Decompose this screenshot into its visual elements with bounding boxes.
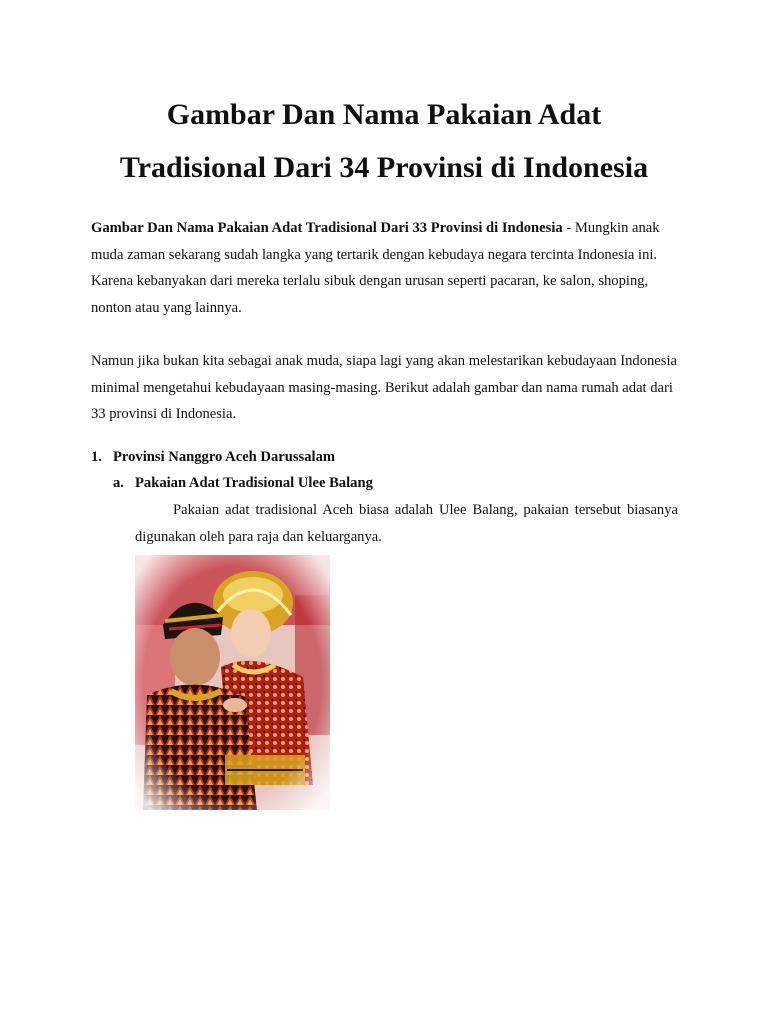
title-line-1: Gambar Dan Nama Pakaian Adat	[166, 98, 602, 131]
intro-lead: Gambar Dan Nama Pakaian Adat Tradisional Dari 33 Provinsi di Indonesia	[91, 220, 563, 236]
intro-rest: - Mungkin anak muda zaman sekarang sudah langka yang tertarik dengan kebudaya negara tercinta Indonesia ini. Karena kebanyakan dari mereka terlalu sibuk dengan urusan seperti pacaran, ke salon, shoping, nonton atau yang lainnya.	[91, 220, 660, 317]
subsection-title: Pakaian Adat Tradisional Ulee Balang	[135, 475, 373, 491]
traditional-costume-photo	[135, 555, 330, 810]
second-paragraph: Namun jika bukan kita sebagai anak muda, siapa lagi yang akan melestarikan kebudayaan Indonesia minimal mengetahui kebudayaan masing-masing. Berikut adalah gambar dan nama rumah adat dari 33 provinsi di Indonesia.	[91, 353, 677, 423]
section-title: Provinsi Nanggro Aceh Darussalam	[113, 449, 336, 465]
subsection-letter: a.	[113, 475, 124, 491]
title-line-2: Tradisional Dari 34 Provinsi di Indonesia	[119, 151, 649, 184]
subsection-body: Pakaian adat tradisional Aceh biasa adalah Ulee Balang, pakaian tersebut biasanya digunakan oleh para raja dan keluarganya.	[135, 502, 678, 545]
intro-paragraph	[91, 215, 679, 322]
document-title	[60, 88, 708, 194]
section-heading	[91, 446, 335, 468]
subsection-heading	[113, 472, 373, 494]
section-number: 1.	[91, 449, 102, 465]
